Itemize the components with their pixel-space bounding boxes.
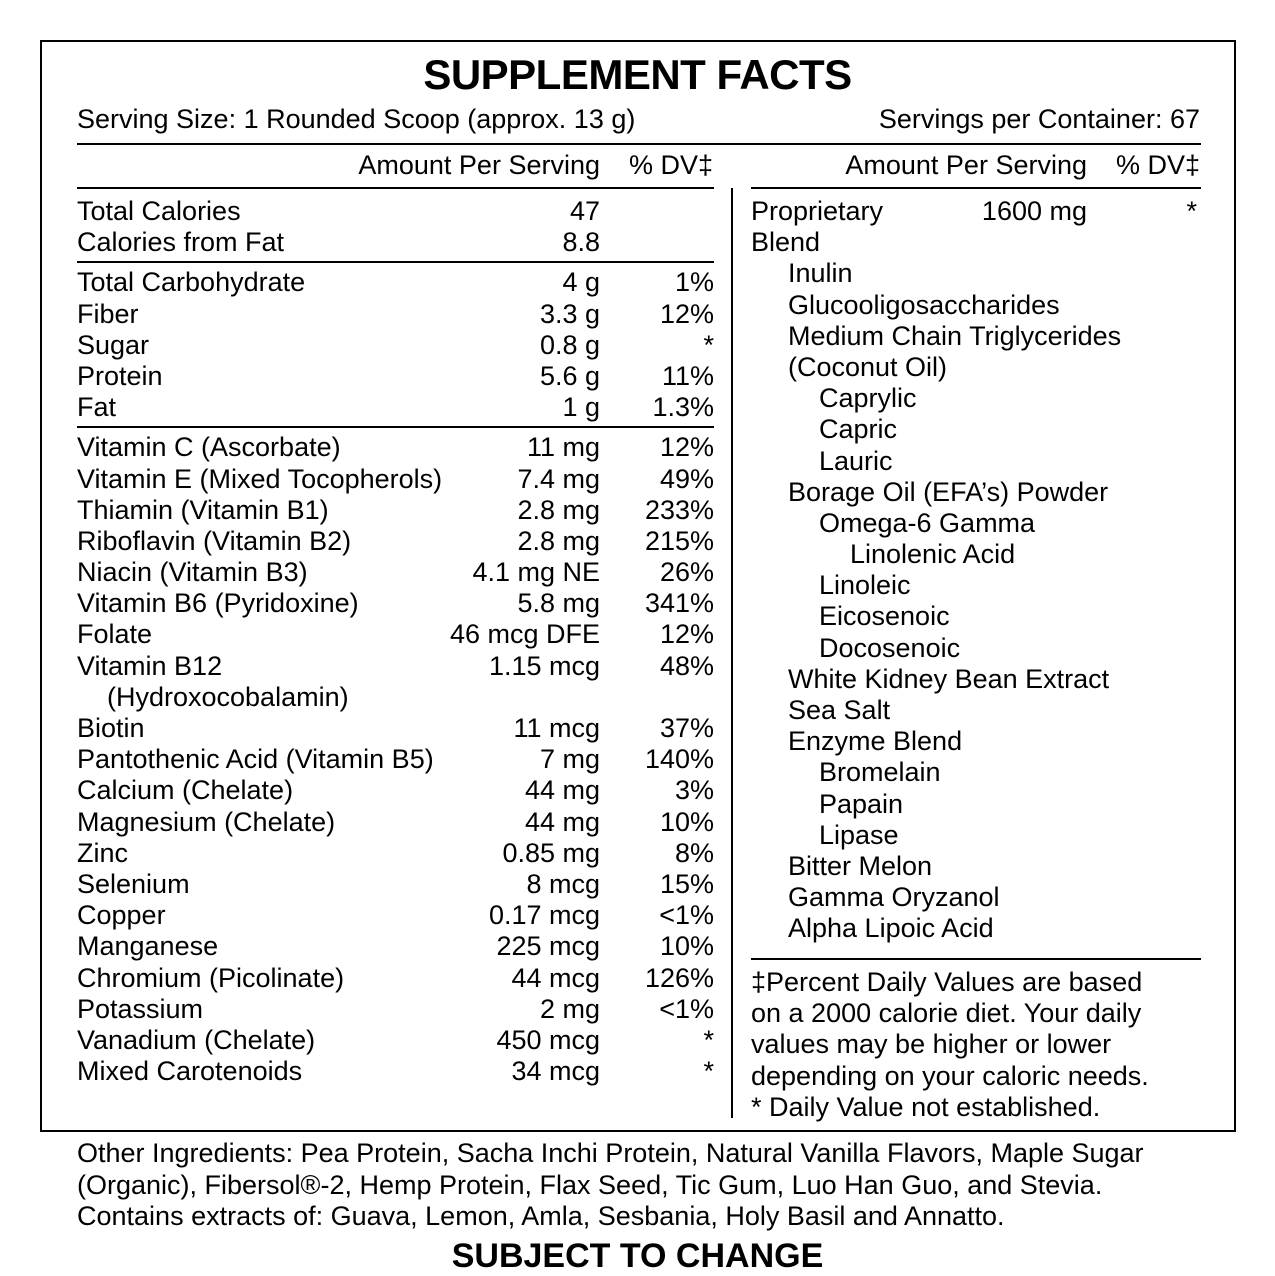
nutrient-name-text: Vitamin B6 (Pyridoxine) bbox=[77, 588, 359, 619]
nutrient-name-text: Vitamin E (Mixed Tocopherols) bbox=[77, 463, 443, 494]
nutrient-name-text: Total Calories bbox=[77, 196, 241, 226]
nutrient-dv: 12% bbox=[659, 432, 714, 463]
nutrient-row bbox=[77, 651, 714, 713]
blend-name-line2: Blend bbox=[751, 227, 821, 257]
nutrient-row bbox=[77, 619, 714, 650]
panel-title: SUPPLEMENT FACTS bbox=[423, 51, 852, 98]
nutrient-amount: 5.8 mg bbox=[517, 588, 600, 619]
nutrient-amount: 1 g bbox=[562, 392, 600, 423]
nutrient-name bbox=[77, 1056, 302, 1087]
nutrient-amount: 5.6 g bbox=[539, 360, 600, 391]
nutrient-row bbox=[77, 464, 714, 495]
nutrient-name bbox=[77, 807, 335, 838]
nutrient-name bbox=[77, 744, 434, 775]
blend-row bbox=[751, 196, 1201, 258]
nutrient-amount: 8.8 bbox=[562, 227, 600, 258]
nutrient-amount: 2.8 mg bbox=[517, 494, 600, 525]
other-ingredients bbox=[77, 1138, 1267, 1233]
other-ingredients-line: (Organic), Fibersol®-2, Hemp Protein, Flax Seed, Tic Gum, Luo Han Guo, and Stevia. bbox=[77, 1169, 1103, 1200]
blend-ingredient-name: Alpha Lipoic Acid bbox=[788, 913, 994, 944]
nutrient-row bbox=[77, 495, 714, 526]
nutrient-dv: 12% bbox=[659, 298, 714, 329]
blend-ingredient bbox=[751, 820, 1201, 851]
nutrient-amount: 7.4 mg bbox=[517, 463, 600, 494]
blend-name bbox=[751, 196, 883, 258]
nutrient-name bbox=[77, 392, 116, 423]
blend-ingredient-name: Caprylic bbox=[819, 383, 917, 414]
nutrient-name-text: Total Carbohydrate bbox=[77, 267, 306, 298]
nutrient-dv: <1% bbox=[659, 900, 714, 931]
nutrient-row bbox=[77, 361, 714, 392]
blend-ingredient-name: Borage Oil (EFA’s) Powder bbox=[788, 476, 1109, 507]
nutrient-dv: 233% bbox=[644, 494, 714, 525]
nutrient-row bbox=[77, 994, 714, 1025]
nutrient-name bbox=[77, 464, 442, 495]
column-divider bbox=[731, 188, 733, 1118]
top-rule bbox=[77, 143, 1201, 145]
nutrient-name bbox=[77, 196, 241, 227]
blend-ingredient bbox=[751, 446, 1201, 477]
nutrient-name bbox=[77, 227, 284, 258]
blend-ingredient bbox=[751, 664, 1201, 695]
nutrient-name-text: Copper bbox=[77, 900, 166, 931]
nutrient-name bbox=[77, 361, 163, 392]
nutrient-name bbox=[77, 775, 293, 806]
nutrient-dv: * bbox=[703, 1056, 714, 1087]
footnote-line: values may be higher or lower bbox=[751, 1029, 1112, 1060]
nutrient-amount: 44 mg bbox=[524, 775, 600, 806]
nutrient-name-text: Folate bbox=[77, 619, 153, 650]
nutrient-name bbox=[77, 994, 203, 1025]
blend-ingredient bbox=[751, 851, 1201, 882]
nutrient-name-text: Selenium bbox=[77, 868, 190, 899]
nutrient-amount: 7 mg bbox=[539, 744, 600, 775]
blend-ingredient bbox=[751, 477, 1201, 508]
nutrient-row bbox=[77, 392, 714, 423]
subject-to-change: SUBJECT TO CHANGE bbox=[451, 1237, 824, 1275]
nutrient-name bbox=[77, 869, 190, 900]
nutrient-dv: 341% bbox=[644, 588, 714, 619]
blend-ingredient bbox=[751, 913, 1201, 944]
other-ingredients-line: Contains extracts of: Guava, Lemon, Amla, Sesbania, Holy Basil and Annatto. bbox=[77, 1201, 1005, 1231]
nutrient-row bbox=[77, 900, 714, 931]
nutrient-name bbox=[77, 588, 359, 619]
blend-ingredient-name: Bitter Melon bbox=[788, 850, 933, 881]
blend-ingredient-name: Lipase bbox=[819, 819, 899, 850]
nutrient-amount: 2.8 mg bbox=[517, 525, 600, 556]
nutrient-row bbox=[77, 931, 714, 962]
nutrient-dv: 140% bbox=[644, 744, 714, 775]
nutrient-name-text: Chromium (Picolinate) bbox=[77, 962, 345, 993]
nutrient-row bbox=[77, 963, 714, 994]
footnote-line: * Daily Value not established. bbox=[751, 1091, 1101, 1122]
nutrient-name bbox=[77, 900, 166, 931]
nutrient-name bbox=[77, 432, 341, 463]
nutrient-name bbox=[77, 495, 329, 526]
nutrient-amount: 450 mcg bbox=[496, 1024, 600, 1055]
nutrient-row bbox=[77, 807, 714, 838]
nutrient-name bbox=[77, 267, 305, 298]
nutrient-row bbox=[77, 227, 714, 258]
blend-ingredient-name: Medium Chain Triglycerides bbox=[788, 320, 1122, 351]
nutrient-amount: 34 mcg bbox=[511, 1056, 600, 1087]
nutrient-amount: 46 mcg DFE bbox=[449, 619, 600, 650]
nutrient-dv: 26% bbox=[659, 557, 714, 588]
blend-ingredient bbox=[751, 352, 1201, 383]
left-header-amount: Amount Per Serving bbox=[358, 150, 600, 180]
nutrient-name bbox=[77, 1025, 315, 1056]
nutrient-group bbox=[77, 196, 714, 258]
footnote-line: ‡Percent Daily Values are based bbox=[751, 967, 1143, 997]
blend-ingredient-name: Bromelain bbox=[819, 757, 941, 788]
blend-ingredient-list bbox=[751, 258, 1201, 944]
blend-ingredient-name: Eicosenoic bbox=[819, 601, 950, 632]
blend-ingredient-name: Sea Salt bbox=[788, 695, 891, 726]
blend-ingredient-name: Capric bbox=[819, 414, 898, 445]
nutrient-dv: 11% bbox=[661, 360, 714, 391]
nutrient-name-text: Vanadium (Chelate) bbox=[77, 1024, 316, 1055]
blend-name-line1: Proprietary bbox=[751, 196, 884, 226]
blend-ingredient bbox=[751, 882, 1201, 913]
blend-ingredient-name: Papain bbox=[819, 788, 904, 819]
footnote bbox=[751, 967, 1211, 1123]
nutrient-name bbox=[77, 299, 139, 330]
nutrient-name bbox=[77, 330, 149, 361]
nutrient-amount: 4 g bbox=[562, 267, 600, 298]
footnote-line: on a 2000 calorie diet. Your daily bbox=[751, 998, 1142, 1029]
nutrient-name bbox=[77, 931, 218, 962]
blend-ingredient-name: Lauric bbox=[819, 445, 893, 476]
nutrient-name-text: Pantothenic Acid (Vitamin B5) bbox=[77, 744, 434, 775]
blend-table bbox=[751, 196, 1201, 945]
nutrient-row bbox=[77, 869, 714, 900]
blend-ingredient bbox=[751, 757, 1201, 788]
nutrient-amount: 44 mg bbox=[524, 806, 600, 837]
blend-ingredient-name: (Coconut Oil) bbox=[788, 351, 948, 382]
blend-ingredient-name: Linolenic Acid bbox=[850, 539, 1016, 570]
left-header-dv: % DV‡ bbox=[628, 150, 713, 180]
nutrient-name-text: Calories from Fat bbox=[77, 227, 285, 258]
nutrient-name bbox=[77, 713, 145, 744]
nutrient-row bbox=[77, 713, 714, 744]
nutrient-name-sub: (Hydroxocobalamin) bbox=[107, 681, 349, 712]
nutrient-amount: 1.15 mcg bbox=[488, 650, 600, 681]
nutrient-dv: 15% bbox=[659, 868, 714, 899]
nutrient-name-text: Magnesium (Chelate) bbox=[77, 806, 336, 837]
nutrient-dv: <1% bbox=[659, 993, 714, 1024]
footnote-line: depending on your caloric needs. bbox=[751, 1060, 1149, 1091]
nutrient-row bbox=[77, 267, 714, 298]
nutrient-name-text: Fat bbox=[77, 392, 117, 423]
nutrient-dv: 37% bbox=[659, 713, 714, 744]
blend-ingredient-name: Omega-6 Gamma bbox=[819, 507, 1036, 538]
nutrient-amount: 2 mg bbox=[539, 993, 600, 1024]
nutrient-row bbox=[77, 588, 714, 619]
nutrient-name-text: Potassium bbox=[77, 993, 204, 1024]
nutrient-name-text: Calcium (Chelate) bbox=[77, 775, 294, 806]
nutrient-row bbox=[77, 299, 714, 330]
nutrient-name-text: Riboflavin (Vitamin B2) bbox=[77, 525, 352, 556]
blend-ingredient-name: White Kidney Bean Extract bbox=[788, 663, 1110, 694]
nutrient-name-text: Vitamin C (Ascorbate) bbox=[77, 432, 341, 463]
nutrient-dv: 48% bbox=[659, 650, 714, 681]
nutrient-name-text: Sugar bbox=[77, 329, 150, 360]
nutrient-name-text: Protein bbox=[77, 360, 163, 391]
nutrient-row bbox=[77, 330, 714, 361]
blend-ingredient bbox=[751, 695, 1201, 726]
blend-ingredient bbox=[751, 726, 1201, 757]
blend-ingredient bbox=[751, 539, 1201, 570]
nutrient-row bbox=[77, 526, 714, 557]
nutrient-dv: * bbox=[703, 329, 714, 360]
nutrient-amount: 225 mcg bbox=[496, 931, 600, 962]
blend-ingredient-name: Linoleic bbox=[819, 570, 911, 601]
nutrient-name-text: Thiamin (Vitamin B1) bbox=[77, 494, 329, 525]
nutrient-dv: 1.3% bbox=[652, 392, 714, 423]
blend-ingredient-name: Inulin bbox=[788, 258, 853, 289]
nutrient-amount: 11 mg bbox=[526, 432, 600, 463]
nutrient-row bbox=[77, 775, 714, 806]
nutrient-name bbox=[77, 651, 349, 713]
nutrient-amount: 8 mcg bbox=[526, 868, 600, 899]
nutrient-dv: 215% bbox=[644, 525, 714, 556]
nutrient-amount: 0.85 mg bbox=[502, 837, 600, 868]
nutrient-name-text: Niacin (Vitamin B3) bbox=[77, 557, 308, 588]
blend-ingredient-name: Glucooligosaccharides bbox=[788, 289, 1060, 320]
nutrient-row bbox=[77, 557, 714, 588]
nutrient-name bbox=[77, 619, 152, 650]
blend-ingredient bbox=[751, 508, 1201, 539]
nutrient-dv: 49% bbox=[659, 463, 714, 494]
nutrient-dv: 3% bbox=[674, 775, 714, 806]
nutrient-amount: 0.17 mcg bbox=[488, 900, 600, 931]
nutrient-dv: * bbox=[703, 1024, 714, 1055]
nutrient-amount: 0.8 g bbox=[539, 329, 600, 360]
nutrient-name bbox=[77, 557, 308, 588]
nutrient-table bbox=[77, 196, 714, 1087]
serving-size: Serving Size: 1 Rounded Scoop (approx. 13 g) bbox=[77, 104, 636, 134]
right-header-dv: % DV‡ bbox=[1115, 150, 1200, 180]
blend-ingredient bbox=[751, 383, 1201, 414]
nutrient-name-text: Zinc bbox=[77, 837, 129, 868]
right-header-rule bbox=[751, 187, 1201, 189]
blend-ingredient bbox=[751, 570, 1201, 601]
nutrient-amount: 11 mcg bbox=[513, 713, 600, 744]
nutrient-amount: 44 mcg bbox=[511, 962, 600, 993]
blend-dv: * bbox=[1186, 196, 1197, 226]
nutrient-name-text: Mixed Carotenoids bbox=[77, 1056, 303, 1087]
nutrient-row bbox=[77, 1025, 714, 1056]
nutrient-name bbox=[77, 963, 344, 994]
nutrient-dv: 126% bbox=[644, 962, 714, 993]
nutrient-dv: 10% bbox=[659, 931, 714, 962]
nutrient-row bbox=[77, 1056, 714, 1087]
blend-ingredient bbox=[751, 258, 1201, 289]
blend-amount: 1600 mg bbox=[981, 196, 1087, 226]
other-ingredients-line: Other Ingredients: Pea Protein, Sacha Inchi Protein, Natural Vanilla Flavors, Maple Sugar bbox=[77, 1138, 1144, 1168]
blend-ingredient-name: Enzyme Blend bbox=[788, 726, 963, 757]
nutrient-amount: 4.1 mg NE bbox=[472, 557, 600, 588]
nutrient-dv: 10% bbox=[659, 806, 714, 837]
nutrient-name-text: Biotin bbox=[77, 713, 145, 744]
nutrient-dv: 12% bbox=[659, 619, 714, 650]
nutrient-name-text: Manganese bbox=[77, 931, 219, 962]
left-header-rule bbox=[77, 187, 714, 189]
blend-ingredient bbox=[751, 633, 1201, 664]
blend-ingredient bbox=[751, 290, 1201, 321]
blend-ingredient bbox=[751, 414, 1201, 445]
nutrient-group bbox=[77, 261, 714, 423]
blend-ingredient bbox=[751, 321, 1201, 352]
blend-ingredient-name: Gamma Oryzanol bbox=[788, 882, 1000, 913]
blend-ingredient-name: Docosenoic bbox=[819, 632, 961, 663]
blend-ingredient bbox=[751, 789, 1201, 820]
nutrient-row bbox=[77, 838, 714, 869]
right-header-amount: Amount Per Serving bbox=[845, 150, 1087, 180]
blend-ingredient bbox=[751, 601, 1201, 632]
nutrient-dv: 8% bbox=[674, 837, 714, 868]
nutrient-amount: 3.3 g bbox=[539, 298, 600, 329]
servings-per-container: Servings per Container: 67 bbox=[878, 104, 1200, 134]
nutrient-name-text: Vitamin B12 bbox=[77, 650, 223, 681]
nutrient-amount: 47 bbox=[569, 196, 600, 226]
nutrient-name-text: Fiber bbox=[77, 298, 139, 329]
footnote-rule bbox=[751, 958, 1201, 960]
nutrient-row bbox=[77, 744, 714, 775]
nutrient-group bbox=[77, 426, 714, 1087]
nutrient-row bbox=[77, 432, 714, 463]
nutrient-name bbox=[77, 526, 351, 557]
nutrient-name bbox=[77, 838, 128, 869]
nutrient-row bbox=[77, 196, 714, 227]
nutrient-dv: 1% bbox=[674, 267, 714, 298]
